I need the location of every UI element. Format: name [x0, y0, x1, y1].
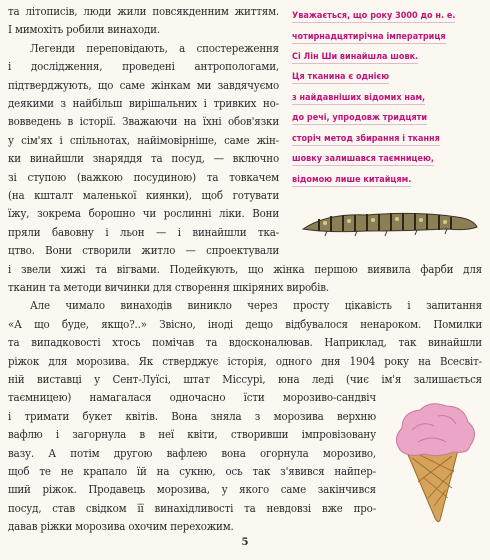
sidebar-line: відомою лише китайцям. — [292, 175, 412, 185]
body-line: Але чимало винаходів виникло через просту цікавість і запитання — [30, 298, 482, 313]
body-line: і звели хижі та вігвами. Подейкують, що жінка першою виявила фарби для — [8, 261, 482, 276]
sidebar-line: шовку залишався таємницею, — [292, 154, 434, 164]
body-line: та літописів, люди жили повсякденним життям. — [8, 4, 279, 18]
silkworm-illustration — [297, 203, 481, 239]
body-line: вовведень в історії. Зважаючи на їхні обов'язки — [8, 114, 279, 129]
sidebar-line: сторіч метод збирання і ткання — [292, 134, 440, 144]
sidebar-line: з найдавніших відомих нам, — [292, 93, 426, 103]
body-line: таємницею) намагалася одночасно їсти морозиво-сандвіч — [8, 390, 376, 405]
body-line: у сім'ях і спільнотах, найімовірніше, саме жін- — [8, 132, 279, 147]
body-line: вафлю і загорнула в неї квіти, створивши імпровізовану — [8, 427, 376, 442]
body-line: підтверджують, що саме жінкам ми завдячуємо — [8, 77, 279, 92]
body-line: і тримати букет квітів. Вона зняла з морозива верхню — [8, 408, 376, 423]
sidebar-line: чотирнадцятирічна імператриця — [292, 32, 446, 42]
body-line: давав ріжки морозива охочим перехожим. — [8, 519, 234, 534]
body-line: деякими з найбільш вирішальних і тривких но- — [8, 96, 279, 110]
body-line: І мимохіть робили винаходи. — [8, 22, 160, 37]
body-line: ній виставці у Сент-Луїсі, штат Міссурі, юна леді (чиє ім'я залишається — [8, 372, 482, 386]
body-line: ріжок для морозива. Як стверджує історія, одного дня 1904 року на Всесвіт- — [8, 353, 482, 368]
body-line: Легенди переповідають, а спостереження — [30, 40, 279, 55]
sidebar-line: Ця тканина є однією — [292, 72, 390, 82]
body-line: ки винайшли знаряддя та посуд, — включно — [8, 151, 279, 166]
body-line: та випадковості хтось помічав та вдосконалював. Наприклад, так винайшли — [8, 335, 482, 350]
body-line: посуд, став свідком її винахідливості та невдовзі вже про- — [8, 500, 376, 515]
page-number: 5 — [241, 537, 249, 548]
body-line: вазу. А потім другою вафлею вона огорнула морозиво, — [8, 445, 376, 460]
body-line: їжу, зокрема борошно чи рослинні ліки. Вони — [8, 206, 279, 221]
sidebar-line: Сі Лін Ши винайшла шовк. — [292, 52, 419, 62]
body-line: пряли бавовну і льон — і винайшли тка- — [8, 224, 279, 239]
sidebar-line: до речі, упродовж тридцяти — [292, 113, 428, 123]
sidebar-line: Уважається, що року 3000 до н. е. — [292, 11, 456, 21]
body-line: ший ріжок. Продавець морозива, у якого саме закінчився — [8, 482, 376, 497]
body-line: зі ступою (важкою посудиною) та товкачем — [8, 169, 279, 184]
body-line: (на кшталт маленької киянки), щоб готувати — [8, 188, 279, 202]
body-line: тканин та методи вичинки для створення шкіряних виробів. — [8, 280, 329, 294]
body-line: «А що буде, якщо?..» Звісно, іноді дещо відбувалося ненароком. Помилки — [8, 316, 482, 331]
ice-cream-illustration — [388, 398, 482, 524]
body-line: цтво. Вони створили житло — спроектували — [8, 243, 279, 258]
body-line: і дослідження, проведені антропологами, — [8, 59, 279, 74]
body-line: щоб те не крапало їй на сукню, ось так з'явився найпер- — [8, 464, 376, 478]
